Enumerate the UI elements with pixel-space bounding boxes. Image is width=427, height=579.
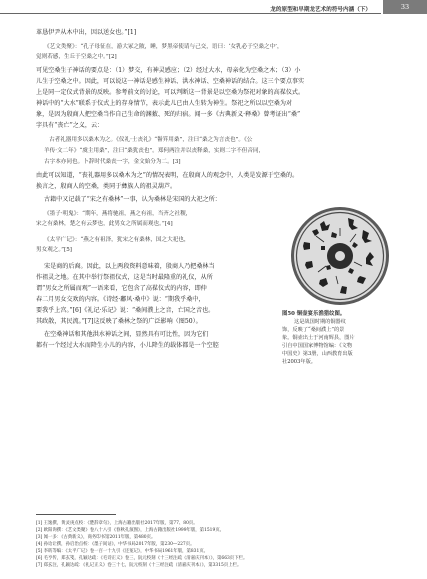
page-number: 33 bbox=[383, 0, 427, 14]
quote-line: 古者礼器用多以桑木为之。《仪礼·士丧礼》“鬠笄用桑”，注曰“桑之为言丧也”。《公 bbox=[49, 137, 253, 143]
body-line: 宋是商的后裔。因此，以上两段资料意味着，殷商人乃把桑林当 bbox=[44, 263, 215, 270]
figure-caption-line: 象。铜壶出土于河南辉县，图片 bbox=[282, 335, 355, 341]
body-line: 神话中的“大水”联系于仪式上的存身情节，表示此儿已由人生转为神生。祭祀之所以以空桑为对 bbox=[36, 100, 293, 107]
footnote: [3] 闻一多：《古典新义》，商务印书馆2011年版，第480页。 bbox=[36, 535, 156, 540]
footnote: [5] 李昉等编：《太平广记》卷一百一十九引《还冤记》，中华书局1961年版，第831页。 bbox=[36, 549, 209, 554]
body-line: 作祖灵之地。在其中举行祭祖仪式，这是当时最隆重的礼仪，从所 bbox=[36, 274, 213, 281]
body-line: 字具有“丧亡”之义，云： bbox=[36, 122, 104, 129]
footnote: [6] 毛亨传，郑玄笺，孔颖达疏：《毛诗正义》卷三，阮元校刻《十三经注疏（清嘉庆刊本）》，第663页下栏。 bbox=[36, 556, 248, 561]
quote-line: 《墨子·明鬼》：“期年，燕将驰祖，燕之有祖，当齐之社稷， bbox=[44, 211, 192, 217]
body-line: 可见空桑生子神话的要点是：（1）梦交，有神灵感应；（2）经过大水，母亲化为空桑之木；（3）小 bbox=[36, 67, 301, 74]
body-line: 革恳伊尹从木中出，因以送女也。”[1] bbox=[36, 29, 137, 36]
quote-line: 《太平广记》：“燕之有祖泽，犹宋之有桑林，国之大祀也， bbox=[44, 237, 190, 243]
figure-caption-line: 社2003年版。 bbox=[282, 359, 316, 365]
quote-line: 宋之有桑林，楚之有云梦也，此男女之所属而观也。”[4] bbox=[36, 221, 173, 227]
body-line: 春二月男女交欢的内容。《诗经·鄘风·桑中》说：“期我乎桑中， bbox=[36, 296, 205, 303]
footnote-rule bbox=[36, 514, 116, 515]
footnote: [4] 孙诒让撰，孙启治点校：《墨子间诂》，中华书局2017年版，第230—227页。 bbox=[36, 542, 195, 547]
quote-line: 男女观之。”[5] bbox=[36, 247, 72, 253]
figure-caption-line: 饰，反映了“桑间濮上”的景 bbox=[282, 327, 345, 333]
body-line: 在空桑神话和其他洪水神话之间，显然具有可比性，因为它们 bbox=[44, 331, 209, 338]
quote-line: 觉则若感，生丘于空桑之中。”[2] bbox=[36, 54, 117, 60]
body-line: 要我乎上宫。”[6]《礼记·乐记》说：“桑间濮上之音，亡国之音也。 bbox=[36, 307, 215, 314]
figure-caption-line: 中国史》第3册，山西教育出版 bbox=[282, 351, 353, 357]
header-rule bbox=[0, 13, 381, 14]
bronze-vessel-figure bbox=[290, 206, 390, 306]
quote-line: 古字本亦同也。卜辞时代桑丧一字，金文始分为二。[3] bbox=[44, 159, 181, 165]
body-line: 都有一个经过大水而降生小儿的内容，小儿降生的载体都是一个空腔 bbox=[36, 342, 219, 349]
figure-caption-line: 引自中国国家博物馆编：《文物 bbox=[282, 343, 353, 349]
quote-line: 《艺文类聚》：“孔子母征在，游大冢之陂，睡，梦黑帝使请与己交，语曰：‘女乳必于空桑之中’， bbox=[44, 44, 283, 50]
body-line: 上是同一定仪式背景的反映。参考前文的讨论，可以判断这一背景是以空桑为祭祀对象的高禖仪式。 bbox=[36, 89, 305, 96]
footnote: [7] 郑玄注，孔颖达疏：《礼记正义》卷三十七，阮元校刻《十三经注疏（清嘉庆刊本）》，第3315页上栏。 bbox=[36, 563, 242, 568]
page-header bbox=[0, 0, 427, 14]
figure-caption-line: 这是战国时期的铜器纹 bbox=[294, 319, 346, 325]
footnote: [1] 王逸撰，黄灵庚点校：《楚辞章句》，上海古籍出版社2017年版，第77、80页。 bbox=[36, 521, 198, 526]
quote-line: 羊传·文二年》“虞主用桑”，注曰“桑犹丧也”。郑何两注并以丧释桑，实则二字不但音同， bbox=[44, 148, 265, 154]
body-line: 谓“男女之所属而观”一语来看，它包含了高禖仪式的内容，即仲 bbox=[36, 285, 207, 292]
footnote: [2] 欧阳询撰：《艺文类聚》卷八十八引《春秋孔演图》，上海古籍出版社1999年版，第1519页。 bbox=[36, 528, 225, 533]
body-line: 其政散，其民流。”[7]这反映了桑林之祭的广泛影响（图50）。 bbox=[36, 318, 202, 325]
body-line: 古籍中又记载了“宋之有桑林”一事，认为桑林是宋国的大祀之所： bbox=[44, 196, 221, 203]
figure-caption-title: 图50 铜壶宴乐渔猎纹图。 bbox=[282, 311, 346, 317]
body-line: 换言之，殷商人的空桑，类同于彝族人的祖灵葫芦。 bbox=[36, 183, 177, 190]
body-line: 由此可以知道，“丧礼器用多以桑木为之”的情况表明，在殷商人的观念中，人类是发源于空桑的。 bbox=[36, 172, 299, 179]
body-line: 儿生于空桑之中。因此，可以说这一神话是感生神话、洪水神话、空桑神话的结合。这三个要点事实 bbox=[36, 78, 305, 85]
running-title: 龙的原型和早期龙艺术的符号内涵（下） bbox=[270, 7, 371, 13]
body-line: 象，是因为殷商人把空桑当作自己生命的渊薮、死的归宿。闻一多《古典新义·释桑》曾考证出“桑” bbox=[36, 111, 301, 118]
